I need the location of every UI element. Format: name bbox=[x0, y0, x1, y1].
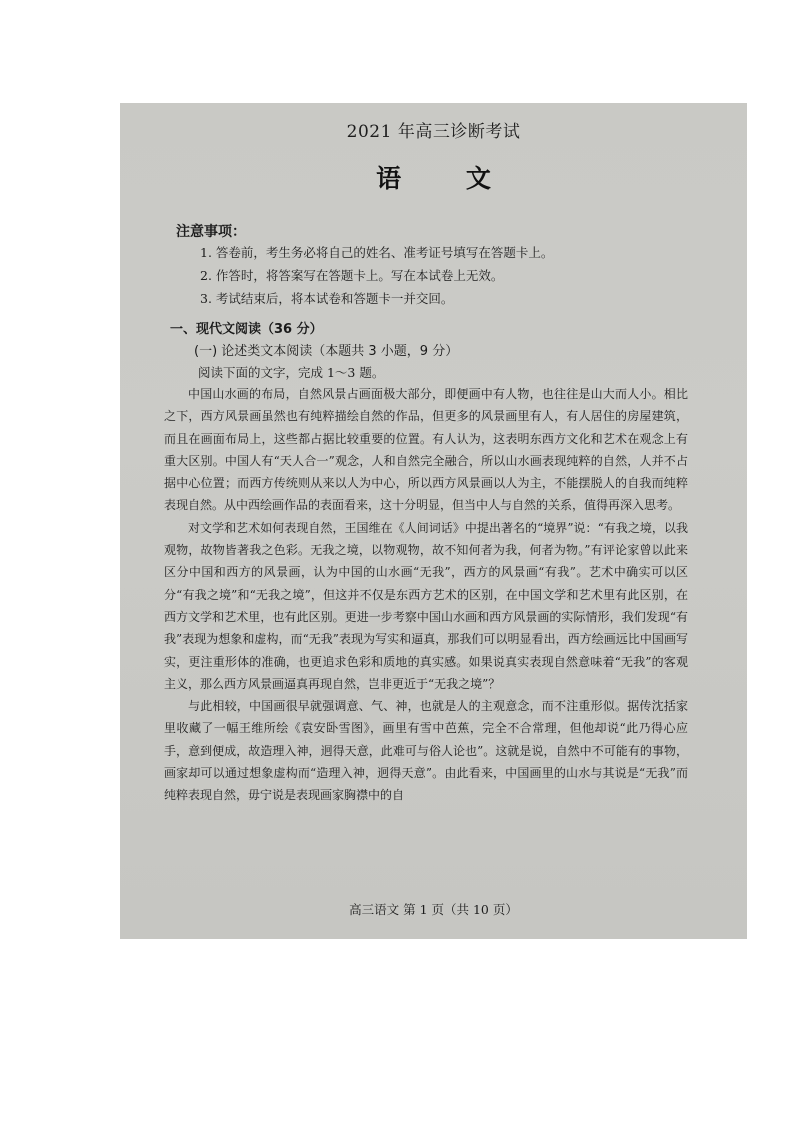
notice-item: 1. 答卷前，考生务必将自己的姓名、准考证号填写在答题卡上。 bbox=[200, 245, 554, 260]
notice-item: 3. 考试结束后，将本试卷和答题卡一并交回。 bbox=[200, 291, 454, 306]
scanned-exam-page bbox=[120, 103, 747, 939]
exam-title: 2021 年高三诊断考试 bbox=[346, 122, 521, 142]
passage-paragraph: 与此相较，中国画很早就强调意、气、神，也就是人的主观意念，而不注重形似。据传沈括家里收藏了一幅王维所绘《袁安卧雪图》，画里有雪中芭蕉，完全不合常理，但他却说“此乃得心应手，意到便成，故造理入神，迥得天意，此难可与俗人论也”。这就是说，自然中不可能有的事物，画家却可以通过想象虚构而“造理入神，迥得天意”。由此看来，中国画里的山水与其说是“无我”而纯粹表现自然，毋宁说是表现画家胸襟中的自 bbox=[164, 699, 688, 803]
notice-item: 2. 作答时，将答案写在答题卡上。写在本试卷上无效。 bbox=[200, 268, 504, 283]
section-heading: 一、现代文阅读（36 分） bbox=[170, 322, 323, 337]
passage-paragraph: 中国山水画的布局，自然风景占画面极大部分，即便画中有人物，也往往是山大而人小。相比之下，西方风景画虽然也有纯粹描绘自然的作品，但更多的风景画里有人，有人居住的房屋建筑，而且在画面布局上，这些都占据比较重要的位置。有人认为，这表明东西方文化和艺术在观念上有重大区别。中国人有“天人合一”观念，人和自然完全融合，所以山水画表现纯粹的自然，人并不占据中心位置；而西方传统则从来以人为中心，所以西方风景画以人为主，不能摆脱人的自我而纯粹表现自然。从中西绘画作品的表面看来，这十分明显，但当中人与自然的关系，值得再深入思考。 bbox=[164, 387, 688, 513]
notice-heading: 注意事项： bbox=[176, 224, 246, 240]
reading-instruction: 阅读下面的文字，完成 1～3 题。 bbox=[198, 365, 385, 380]
reading-passage bbox=[164, 383, 688, 807]
sub-section-heading: (一) 论述类文本阅读（本题共 3 小题，9 分） bbox=[194, 344, 459, 359]
passage-paragraph: 对文学和艺术如何表现自然，王国维在《人间词话》中提出著名的“境界”说：“有我之境，以我观物，故物皆著我之色彩。无我之境，以物观物，故不知何者为我，何者为物。”有评论家曾以此来区分中国和西方的风景画，认为中国的山水画“无我”，西方的风景画“有我”。艺术中确实可以区分“有我之境”和“无我之境”，但这并不仅是东西方艺术的区别，在中国文学和艺术里有此区别，在西方文学和艺术里，也有此区别。更进一步考察中国山水画和西方风景画的实际情形，我们发现“有我”表现为想象和虚构，而“无我”表现为写实和逼真，那我们可以明显看出，西方绘画远比中国画写实，更注重形体的准确，也更追求色彩和质地的真实感。如果说真实表现自然意味着“无我”的客观主义，那么西方风景画逼真再现自然，岂非更近于“无我之境”？ bbox=[164, 520, 688, 691]
subject-title: 语 文 bbox=[376, 164, 519, 193]
page-footer: 高三语文 第 1 页（共 10 页） bbox=[349, 902, 518, 917]
